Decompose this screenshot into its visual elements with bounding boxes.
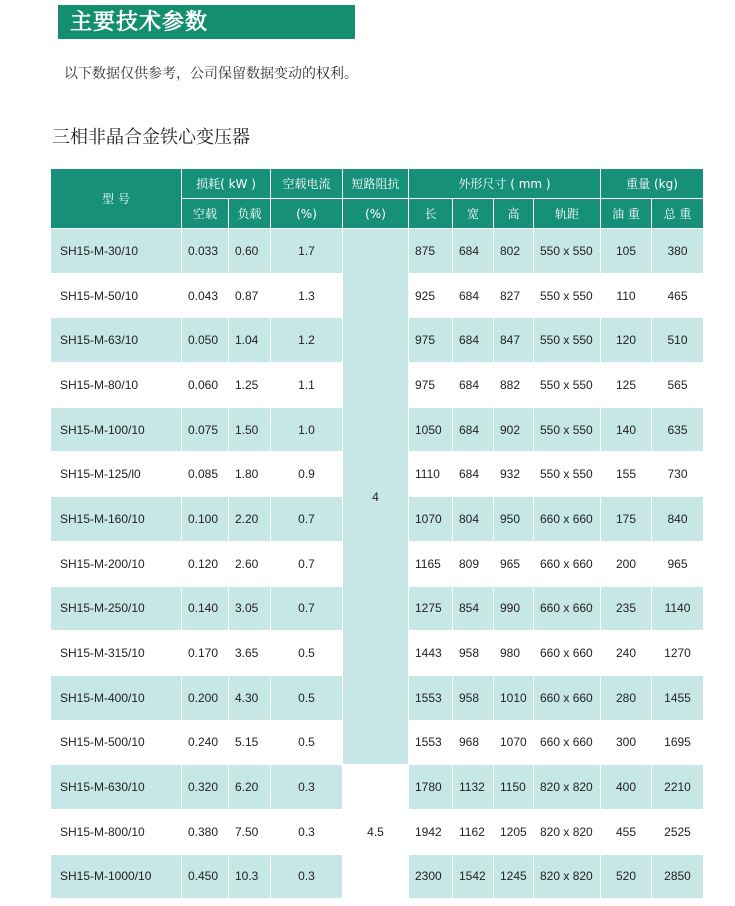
cell-oil-weight: 455 bbox=[601, 809, 652, 854]
cell-no-load-loss: 0.100 bbox=[182, 497, 229, 542]
cell-gauge: 550 x 550 bbox=[534, 318, 601, 363]
cell-no-load-current: 0.3 bbox=[271, 809, 343, 854]
cell-oil-weight: 235 bbox=[601, 586, 652, 631]
cell-oil-weight: 105 bbox=[601, 229, 652, 274]
cell-length: 1070 bbox=[409, 497, 453, 542]
cell-model: SH15-M-500/10 bbox=[51, 720, 182, 765]
cell-model: SH15-M-63/10 bbox=[51, 318, 182, 363]
header-impedance: 短路阻抗 bbox=[343, 169, 409, 199]
header-dimensions: 外形尺寸 ( mm ) bbox=[409, 169, 601, 199]
cell-load-loss: 3.65 bbox=[229, 631, 271, 676]
cell-model: SH15-M-30/10 bbox=[51, 229, 182, 274]
cell-load-loss: 4.30 bbox=[229, 675, 271, 720]
cell-gauge: 820 x 820 bbox=[534, 765, 601, 810]
cell-no-load-current: 0.5 bbox=[271, 631, 343, 676]
cell-no-load-loss: 0.170 bbox=[182, 631, 229, 676]
cell-model: SH15-M-630/10 bbox=[51, 765, 182, 810]
cell-gauge: 660 x 660 bbox=[534, 631, 601, 676]
cell-oil-weight: 400 bbox=[601, 765, 652, 810]
cell-model: SH15-M-315/10 bbox=[51, 631, 182, 676]
cell-load-loss: 6.20 bbox=[229, 765, 271, 810]
cell-width: 958 bbox=[453, 675, 494, 720]
cell-oil-weight: 120 bbox=[601, 318, 652, 363]
cell-total-weight: 465 bbox=[652, 273, 704, 318]
cell-oil-weight: 200 bbox=[601, 541, 652, 586]
cell-width: 684 bbox=[453, 273, 494, 318]
cell-oil-weight: 125 bbox=[601, 363, 652, 408]
cell-height: 990 bbox=[494, 586, 534, 631]
cell-model: SH15-M-1000/10 bbox=[51, 854, 182, 899]
cell-width: 854 bbox=[453, 586, 494, 631]
cell-gauge: 550 x 550 bbox=[534, 452, 601, 497]
cell-load-loss: 0.87 bbox=[229, 273, 271, 318]
cell-impedance-group-1: 4 bbox=[343, 229, 409, 765]
cell-no-load-loss: 0.075 bbox=[182, 407, 229, 452]
cell-length: 1780 bbox=[409, 765, 453, 810]
cell-gauge: 660 x 660 bbox=[534, 720, 601, 765]
cell-height: 827 bbox=[494, 273, 534, 318]
cell-no-load-current: 0.7 bbox=[271, 586, 343, 631]
cell-no-load-loss: 0.120 bbox=[182, 541, 229, 586]
cell-model: SH15-M-100/10 bbox=[51, 407, 182, 452]
cell-height: 1010 bbox=[494, 675, 534, 720]
header-no-load: 空载 bbox=[182, 199, 229, 229]
cell-load-loss: 7.50 bbox=[229, 809, 271, 854]
cell-load-loss: 5.15 bbox=[229, 720, 271, 765]
header-model: 型 号 bbox=[51, 169, 182, 229]
cell-height: 932 bbox=[494, 452, 534, 497]
cell-total-weight: 1140 bbox=[652, 586, 704, 631]
cell-total-weight: 380 bbox=[652, 229, 704, 274]
cell-total-weight: 510 bbox=[652, 318, 704, 363]
cell-gauge: 550 x 550 bbox=[534, 273, 601, 318]
cell-no-load-loss: 0.085 bbox=[182, 452, 229, 497]
spec-table bbox=[50, 168, 704, 899]
cell-oil-weight: 520 bbox=[601, 854, 652, 899]
cell-length: 1110 bbox=[409, 452, 453, 497]
header-length: 长 bbox=[409, 199, 453, 229]
cell-total-weight: 635 bbox=[652, 407, 704, 452]
cell-total-weight: 2210 bbox=[652, 765, 704, 810]
cell-no-load-current: 0.5 bbox=[271, 675, 343, 720]
cell-no-load-loss: 0.320 bbox=[182, 765, 229, 810]
disclaimer-note: 以下数据仅供参考，公司保留数据变动的权利。 bbox=[64, 66, 358, 82]
cell-no-load-loss: 0.240 bbox=[182, 720, 229, 765]
cell-width: 684 bbox=[453, 229, 494, 274]
cell-no-load-current: 0.7 bbox=[271, 541, 343, 586]
table-row bbox=[51, 765, 704, 810]
cell-total-weight: 2850 bbox=[652, 854, 704, 899]
cell-load-loss: 0.60 bbox=[229, 229, 271, 274]
cell-length: 1165 bbox=[409, 541, 453, 586]
cell-oil-weight: 140 bbox=[601, 407, 652, 452]
cell-total-weight: 1455 bbox=[652, 675, 704, 720]
cell-length: 875 bbox=[409, 229, 453, 274]
cell-width: 1132 bbox=[453, 765, 494, 810]
cell-total-weight: 840 bbox=[652, 497, 704, 542]
cell-gauge: 660 x 660 bbox=[534, 497, 601, 542]
cell-length: 1942 bbox=[409, 809, 453, 854]
cell-no-load-current: 0.7 bbox=[271, 497, 343, 542]
header-oil-weight: 油 重 bbox=[601, 199, 652, 229]
product-subtitle: 三相非晶合金铁心变压器 bbox=[52, 127, 250, 148]
cell-model: SH15-M-50/10 bbox=[51, 273, 182, 318]
cell-load-loss: 10.3 bbox=[229, 854, 271, 899]
cell-no-load-current: 1.3 bbox=[271, 273, 343, 318]
cell-gauge: 660 x 660 bbox=[534, 675, 601, 720]
header-impedance-unit: (%) bbox=[343, 199, 409, 229]
cell-model: SH15-M-125/l0 bbox=[51, 452, 182, 497]
cell-height: 1150 bbox=[494, 765, 534, 810]
cell-width: 684 bbox=[453, 318, 494, 363]
cell-height: 980 bbox=[494, 631, 534, 676]
header-total-weight: 总 重 bbox=[652, 199, 704, 229]
cell-no-load-current: 0.5 bbox=[271, 720, 343, 765]
section-title: 主要技术参数 bbox=[70, 9, 209, 35]
cell-no-load-current: 1.0 bbox=[271, 407, 343, 452]
cell-length: 975 bbox=[409, 363, 453, 408]
cell-height: 1070 bbox=[494, 720, 534, 765]
cell-load-loss: 1.80 bbox=[229, 452, 271, 497]
cell-gauge: 820 x 820 bbox=[534, 809, 601, 854]
cell-width: 968 bbox=[453, 720, 494, 765]
cell-no-load-current: 0.3 bbox=[271, 854, 343, 899]
cell-load-loss: 1.25 bbox=[229, 363, 271, 408]
cell-width: 1542 bbox=[453, 854, 494, 899]
cell-oil-weight: 280 bbox=[601, 675, 652, 720]
cell-height: 802 bbox=[494, 229, 534, 274]
cell-model: SH15-M-160/10 bbox=[51, 497, 182, 542]
cell-no-load-loss: 0.450 bbox=[182, 854, 229, 899]
cell-load-loss: 1.04 bbox=[229, 318, 271, 363]
cell-width: 804 bbox=[453, 497, 494, 542]
cell-total-weight: 1270 bbox=[652, 631, 704, 676]
cell-gauge: 820 x 820 bbox=[534, 854, 601, 899]
cell-oil-weight: 155 bbox=[601, 452, 652, 497]
cell-load-loss: 3.05 bbox=[229, 586, 271, 631]
cell-total-weight: 730 bbox=[652, 452, 704, 497]
cell-length: 2300 bbox=[409, 854, 453, 899]
cell-load-loss: 2.20 bbox=[229, 497, 271, 542]
cell-height: 965 bbox=[494, 541, 534, 586]
cell-impedance-group-2: 4.5 bbox=[343, 765, 409, 899]
cell-total-weight: 1695 bbox=[652, 720, 704, 765]
cell-gauge: 660 x 660 bbox=[534, 586, 601, 631]
cell-total-weight: 965 bbox=[652, 541, 704, 586]
cell-load-loss: 1.50 bbox=[229, 407, 271, 452]
cell-gauge: 550 x 550 bbox=[534, 229, 601, 274]
cell-total-weight: 2525 bbox=[652, 809, 704, 854]
cell-width: 809 bbox=[453, 541, 494, 586]
cell-height: 882 bbox=[494, 363, 534, 408]
cell-height: 950 bbox=[494, 497, 534, 542]
cell-model: SH15-M-200/10 bbox=[51, 541, 182, 586]
cell-height: 1245 bbox=[494, 854, 534, 899]
cell-model: SH15-M-800/10 bbox=[51, 809, 182, 854]
header-height: 高 bbox=[494, 199, 534, 229]
cell-length: 925 bbox=[409, 273, 453, 318]
header-gauge: 轨距 bbox=[534, 199, 601, 229]
cell-width: 684 bbox=[453, 363, 494, 408]
cell-gauge: 550 x 550 bbox=[534, 363, 601, 408]
header-load: 负载 bbox=[229, 199, 271, 229]
cell-no-load-loss: 0.200 bbox=[182, 675, 229, 720]
cell-model: SH15-M-80/10 bbox=[51, 363, 182, 408]
cell-no-load-loss: 0.380 bbox=[182, 809, 229, 854]
cell-height: 902 bbox=[494, 407, 534, 452]
cell-length: 1553 bbox=[409, 675, 453, 720]
cell-no-load-loss: 0.043 bbox=[182, 273, 229, 318]
header-no-load-current-unit: (%) bbox=[271, 199, 343, 229]
cell-model: SH15-M-400/10 bbox=[51, 675, 182, 720]
cell-total-weight: 565 bbox=[652, 363, 704, 408]
cell-gauge: 660 x 660 bbox=[534, 541, 601, 586]
header-weight: 重量 (kg) bbox=[601, 169, 704, 199]
cell-gauge: 550 x 550 bbox=[534, 407, 601, 452]
cell-width: 1162 bbox=[453, 809, 494, 854]
cell-oil-weight: 240 bbox=[601, 631, 652, 676]
cell-no-load-loss: 0.140 bbox=[182, 586, 229, 631]
cell-no-load-current: 0.3 bbox=[271, 765, 343, 810]
cell-length: 1275 bbox=[409, 586, 453, 631]
cell-width: 684 bbox=[453, 452, 494, 497]
cell-load-loss: 2.60 bbox=[229, 541, 271, 586]
cell-model: SH15-M-250/10 bbox=[51, 586, 182, 631]
header-width: 宽 bbox=[453, 199, 494, 229]
cell-oil-weight: 300 bbox=[601, 720, 652, 765]
cell-height: 847 bbox=[494, 318, 534, 363]
table-row bbox=[51, 229, 704, 274]
spec-table-body bbox=[51, 229, 704, 899]
cell-no-load-current: 1.7 bbox=[271, 229, 343, 274]
cell-length: 1050 bbox=[409, 407, 453, 452]
cell-no-load-loss: 0.060 bbox=[182, 363, 229, 408]
header-no-load-current: 空载电流 bbox=[271, 169, 343, 199]
cell-oil-weight: 175 bbox=[601, 497, 652, 542]
cell-oil-weight: 110 bbox=[601, 273, 652, 318]
cell-length: 1443 bbox=[409, 631, 453, 676]
cell-no-load-loss: 0.033 bbox=[182, 229, 229, 274]
cell-width: 958 bbox=[453, 631, 494, 676]
cell-height: 1205 bbox=[494, 809, 534, 854]
cell-no-load-current: 0.9 bbox=[271, 452, 343, 497]
cell-no-load-loss: 0.050 bbox=[182, 318, 229, 363]
cell-no-load-current: 1.1 bbox=[271, 363, 343, 408]
header-loss: 损耗( kW ) bbox=[182, 169, 271, 199]
section-title-bar bbox=[58, 5, 355, 39]
cell-width: 684 bbox=[453, 407, 494, 452]
cell-length: 975 bbox=[409, 318, 453, 363]
cell-no-load-current: 1.2 bbox=[271, 318, 343, 363]
cell-length: 1553 bbox=[409, 720, 453, 765]
